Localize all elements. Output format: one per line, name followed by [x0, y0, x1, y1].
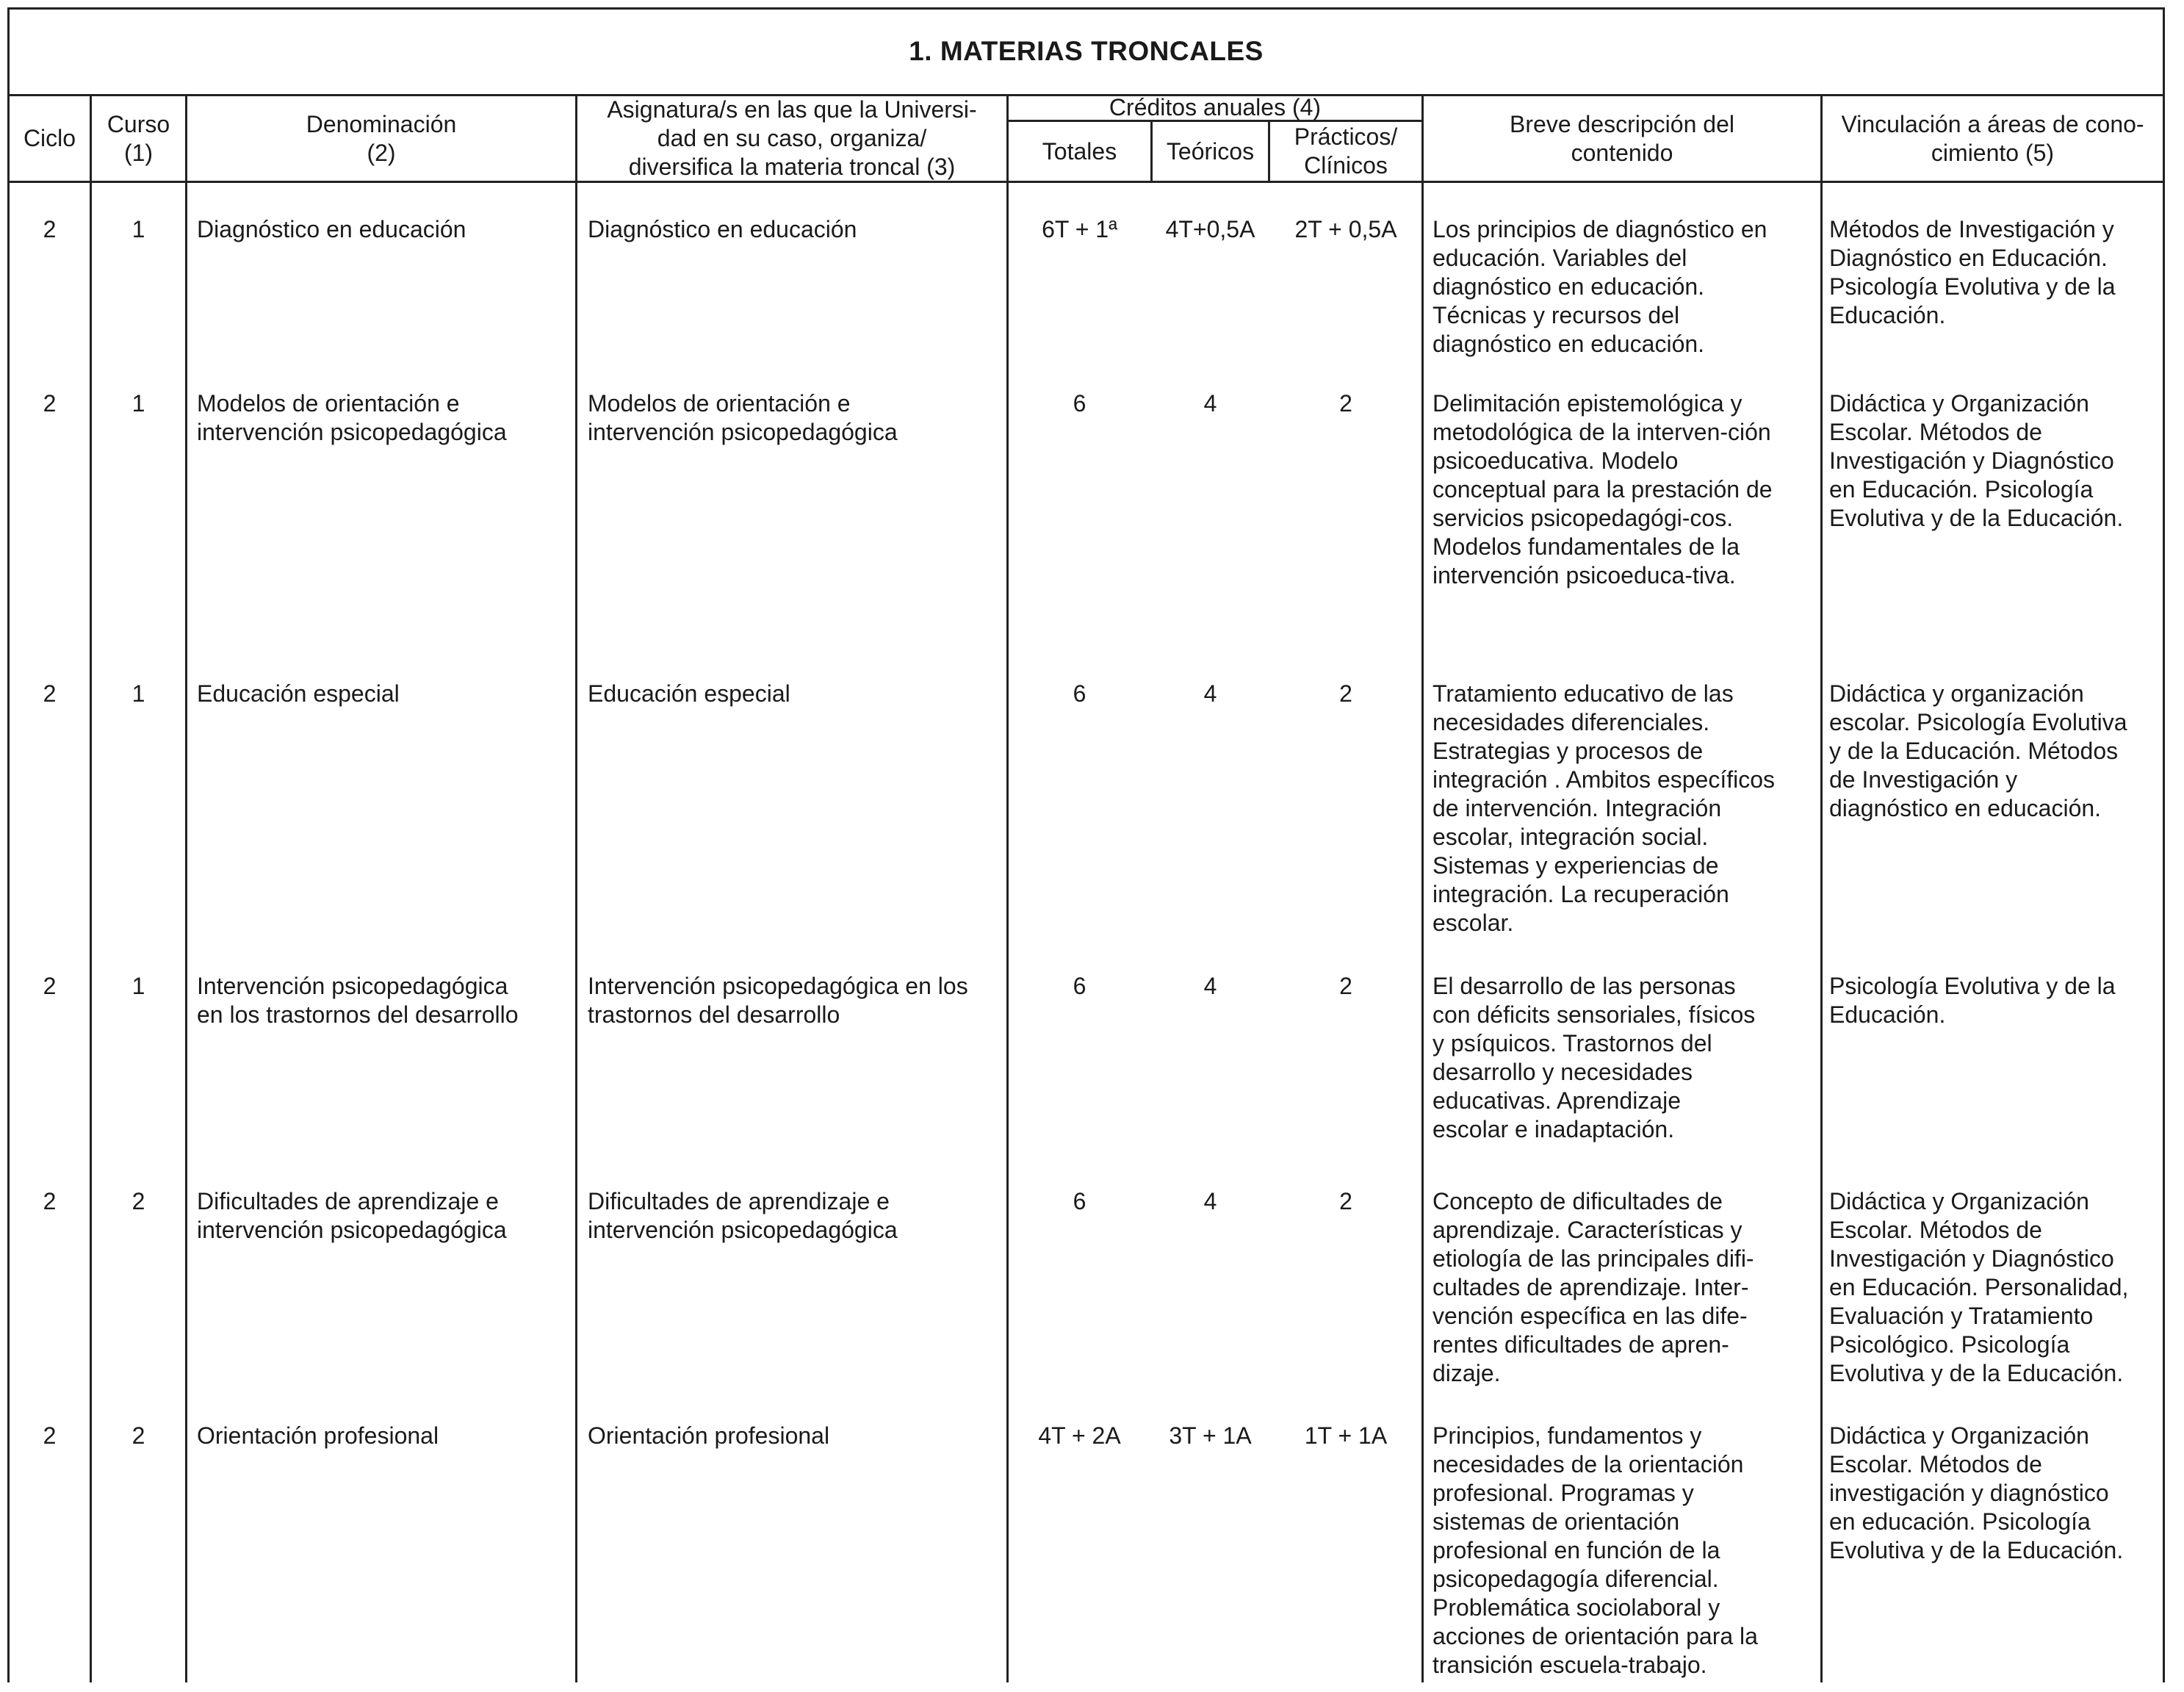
header-denominacion: Denominación (2): [306, 110, 457, 166]
cell-line: intervención psicopedagógica: [588, 1217, 898, 1243]
cell-line: en Educación. Personalidad,: [1829, 1274, 2129, 1300]
cell-line: El desarrollo de las personas: [1432, 973, 1736, 999]
cell-descripcion: [1432, 972, 1818, 1144]
cell-line: Principios, fundamentos y: [1432, 1422, 1702, 1449]
cell-line: aprendizaje. Características y: [1432, 1217, 1742, 1243]
cell-totales: 6: [1073, 973, 1086, 999]
cell-teoricos: 4: [1203, 1188, 1217, 1214]
cell-line: intervención psicopedagógica: [197, 1217, 507, 1243]
cell-line: Evolutiva y de la Educación.: [1829, 1360, 2124, 1386]
cell-vinculacion: [1829, 972, 2163, 1029]
col-divider: [575, 181, 577, 1682]
cell-line: Evaluación y Tratamiento: [1829, 1303, 2094, 1329]
cell-line: en los trastornos del desarrollo: [197, 1001, 519, 1028]
cell-line: desarrollo y necesidades: [1432, 1059, 1693, 1085]
cell-line: Psicología Evolutiva y de la: [1829, 273, 2116, 300]
cell-line: Didáctica y Organización: [1829, 390, 2089, 417]
cell-line: intervención psicoeduca-tiva.: [1432, 562, 1736, 588]
cell-line: Métodos de Investigación y: [1829, 216, 2114, 242]
cell-line: Escolar. Métodos de: [1829, 419, 2042, 445]
section-title: 1. MATERIAS TRONCALES: [909, 36, 1264, 66]
cell-denominacion: [197, 680, 572, 708]
cell-asignatura: [588, 215, 1003, 244]
cell-line: Delimitación epistemológica y: [1432, 390, 1742, 417]
header-divider: [7, 181, 2165, 183]
cell-line: diagnóstico en educación.: [1432, 273, 1705, 300]
cell-line: psicoeducativa. Modelo: [1432, 447, 1679, 474]
cell-descripcion: [1432, 1187, 1818, 1388]
cell-line: Modelos de orientación e: [588, 390, 851, 417]
cell-line: necesidades de la orientación: [1432, 1451, 1744, 1477]
cell-line: Dificultades de aprendizaje e: [197, 1188, 499, 1214]
cell-asignatura: [588, 1422, 1003, 1450]
cell-line: integración. La recuperación: [1432, 881, 1729, 907]
cell-totales: 6: [1073, 680, 1086, 707]
cell-line: cultades de aprendizaje. Inter-: [1432, 1274, 1749, 1300]
cell-line: y psíquicos. Trastornos del: [1432, 1030, 1712, 1056]
cell-line: Escolar. Métodos de: [1829, 1217, 2042, 1243]
cell-descripcion: [1432, 215, 1818, 359]
cell-teoricos: 4: [1203, 973, 1217, 999]
cell-totales: 4T + 2A: [1038, 1422, 1121, 1449]
cell-line: servicios psicopedagógi-cos.: [1432, 505, 1734, 531]
cell-vinculacion: [1829, 1422, 2163, 1565]
cell-teoricos: 4: [1203, 390, 1217, 417]
cell-line: diagnóstico en educación.: [1432, 331, 1705, 357]
cell-curso: 1: [131, 973, 145, 999]
cell-line: Didáctica y Organización: [1829, 1188, 2089, 1214]
header-curso: Curso (1): [107, 110, 170, 166]
cell-denominacion: [197, 972, 572, 1029]
cell-totales: 6: [1073, 1188, 1086, 1214]
cell-line: escolar, integración social.: [1432, 824, 1709, 850]
cell-line: rentes dificultades de apren-: [1432, 1331, 1729, 1358]
cell-asignatura: [588, 972, 1003, 1029]
header-ciclo: Ciclo: [23, 125, 76, 151]
cell-asignatura: [588, 389, 1003, 447]
cell-vinculacion: [1829, 215, 2163, 330]
cell-ciclo: 2: [43, 973, 57, 999]
cell-line: conceptual para la prestación de: [1432, 476, 1773, 503]
cell-vinculacion: [1829, 1187, 2163, 1388]
cell-curso: 1: [131, 680, 145, 707]
cell-line: Los principios de diagnóstico en: [1432, 216, 1767, 242]
cell-descripcion: [1432, 1422, 1818, 1680]
cell-line: con déficits sensoriales, físicos: [1432, 1001, 1756, 1028]
cell-line: educativas. Aprendizaje: [1432, 1087, 1681, 1114]
cell-line: etiología de las principales difi-: [1432, 1245, 1754, 1272]
cell-line: transición escuela-trabajo.: [1432, 1652, 1707, 1678]
cell-totales: 6T + 1ª: [1042, 216, 1117, 242]
cell-curso: 2: [131, 1422, 145, 1449]
col-divider: [1820, 181, 1823, 1682]
cell-line: Escolar. Métodos de: [1829, 1451, 2042, 1477]
cell-denominacion: [197, 1422, 572, 1450]
cell-line: Estrategias y procesos de: [1432, 738, 1704, 764]
cell-line: de Investigación y: [1829, 766, 2018, 793]
cell-practicos: 2: [1339, 680, 1352, 707]
cell-totales: 6: [1073, 390, 1086, 417]
cell-vinculacion: [1829, 389, 2163, 533]
cell-line: sistemas de orientación: [1432, 1508, 1680, 1535]
cell-line: Modelos de orientación e: [197, 390, 460, 417]
cell-line: metodológica de la interven-ción: [1432, 419, 1771, 445]
cell-teoricos: 4T+0,5A: [1165, 216, 1255, 242]
cell-line: de intervención. Integración: [1432, 795, 1722, 821]
col-divider: [185, 181, 187, 1682]
cell-line: Psicológico. Psicología: [1829, 1331, 2070, 1358]
cell-line: profesional. Programas y: [1432, 1480, 1694, 1506]
cell-line: Diagnóstico en educación: [588, 216, 857, 242]
col-divider: [1421, 181, 1424, 1682]
cell-ciclo: 2: [43, 216, 57, 242]
cell-teoricos: 3T + 1A: [1169, 1422, 1252, 1449]
cell-practicos: 2: [1339, 1188, 1352, 1214]
header-vinculacion: Vinculación a áreas de cono- cimiento (5): [1841, 110, 2144, 166]
cell-line: Diagnóstico en educación: [197, 216, 466, 242]
cell-ciclo: 2: [43, 390, 57, 417]
cell-line: Evolutiva y de la Educación.: [1829, 505, 2124, 531]
cell-line: dizaje.: [1432, 1360, 1501, 1386]
cell-ciclo: 2: [43, 1422, 57, 1449]
cell-denominacion: [197, 1187, 572, 1245]
cell-line: escolar.: [1432, 910, 1514, 936]
cell-line: Psicología Evolutiva y de la: [1829, 973, 2116, 999]
cell-line: integración . Ambitos específicos: [1432, 766, 1776, 793]
cell-line: en educación. Psicología: [1829, 1508, 2091, 1535]
cell-line: vención específica en las dife-: [1432, 1303, 1748, 1329]
cell-vinculacion: [1829, 680, 2163, 823]
cell-line: Educación especial: [197, 680, 400, 707]
cell-line: en Educación. Psicología: [1829, 476, 2094, 503]
cell-line: Técnicas y recursos del: [1432, 302, 1680, 328]
header-breve: Breve descripción del contenido: [1510, 110, 1734, 166]
cell-line: Diagnóstico en Educación.: [1829, 245, 2108, 271]
cell-ciclo: 2: [43, 1188, 57, 1214]
cell-ciclo: 2: [43, 680, 57, 707]
cell-line: profesional en función de la: [1432, 1537, 1720, 1563]
cell-practicos: 2: [1339, 973, 1352, 999]
cell-descripcion: [1432, 389, 1818, 590]
header-totales: Totales: [1042, 137, 1117, 165]
cell-line: educación. Variables del: [1432, 245, 1687, 271]
cell-denominacion: [197, 215, 572, 244]
cell-teoricos: 4: [1203, 680, 1217, 707]
cell-line: Investigación y Diagnóstico: [1829, 1245, 2114, 1272]
cell-line: Sistemas y experiencias de: [1432, 852, 1719, 879]
cell-line: y de la Educación. Métodos: [1829, 738, 2119, 764]
cell-descripcion: [1432, 680, 1818, 937]
header-asignatura: Asignatura/s en las que la Universi- dad en su caso, organiza/ diversifica la materia troncal (3): [607, 96, 977, 180]
cell-line: Concepto de dificultades de: [1432, 1188, 1723, 1214]
cell-denominacion: [197, 389, 572, 447]
cell-line: Educación especial: [588, 680, 790, 707]
header-teoricos: Teóricos: [1166, 137, 1255, 165]
cell-line: necesidades diferenciales.: [1432, 709, 1710, 735]
cell-line: Intervención psicopedagógica: [197, 973, 508, 999]
cell-line: Intervención psicopedagógica en los: [588, 973, 968, 999]
cell-line: Modelos fundamentales de la: [1432, 533, 1740, 560]
cell-line: Evolutiva y de la Educación.: [1829, 1537, 2124, 1563]
cell-line: Orientación profesional: [197, 1422, 439, 1449]
header-creditos: Créditos anuales (4): [1109, 94, 1322, 120]
cell-line: psicopedagogía diferencial.: [1432, 1566, 1719, 1592]
cell-curso: 1: [131, 390, 145, 417]
cell-line: trastornos del desarrollo: [588, 1001, 840, 1028]
cell-line: Orientación profesional: [588, 1422, 830, 1449]
cell-line: escolar. Psicología Evolutiva: [1829, 709, 2127, 735]
cell-line: investigación y diagnóstico: [1829, 1480, 2109, 1506]
cell-line: intervención psicopedagógica: [588, 419, 898, 445]
cell-line: acciones de orientación para la: [1432, 1623, 1758, 1649]
cell-line: Educación.: [1829, 302, 1946, 328]
cell-practicos: 2T + 0,5A: [1294, 216, 1397, 242]
cell-line: Tratamiento educativo de las: [1432, 680, 1734, 707]
cell-line: escolar e inadaptación.: [1432, 1116, 1675, 1142]
header-practicos: Prácticos/ Clínicos: [1294, 123, 1398, 179]
cell-curso: 1: [131, 216, 145, 242]
cell-line: Educación.: [1829, 1001, 1946, 1028]
cell-curso: 2: [131, 1188, 145, 1214]
cell-line: Investigación y Diagnóstico: [1829, 447, 2114, 474]
cell-practicos: 2: [1339, 390, 1352, 417]
cell-line: Problemática sociolaboral y: [1432, 1594, 1720, 1621]
cell-line: diagnóstico en educación.: [1829, 795, 2102, 821]
cell-line: intervención psicopedagógica: [197, 419, 507, 445]
cell-asignatura: [588, 680, 1003, 708]
cell-line: Didáctica y Organización: [1829, 1422, 2089, 1449]
cell-practicos: 1T + 1A: [1304, 1422, 1388, 1449]
cell-asignatura: [588, 1187, 1003, 1245]
cell-line: Dificultades de aprendizaje e: [588, 1188, 890, 1214]
cell-line: Didáctica y organización: [1829, 680, 2084, 707]
